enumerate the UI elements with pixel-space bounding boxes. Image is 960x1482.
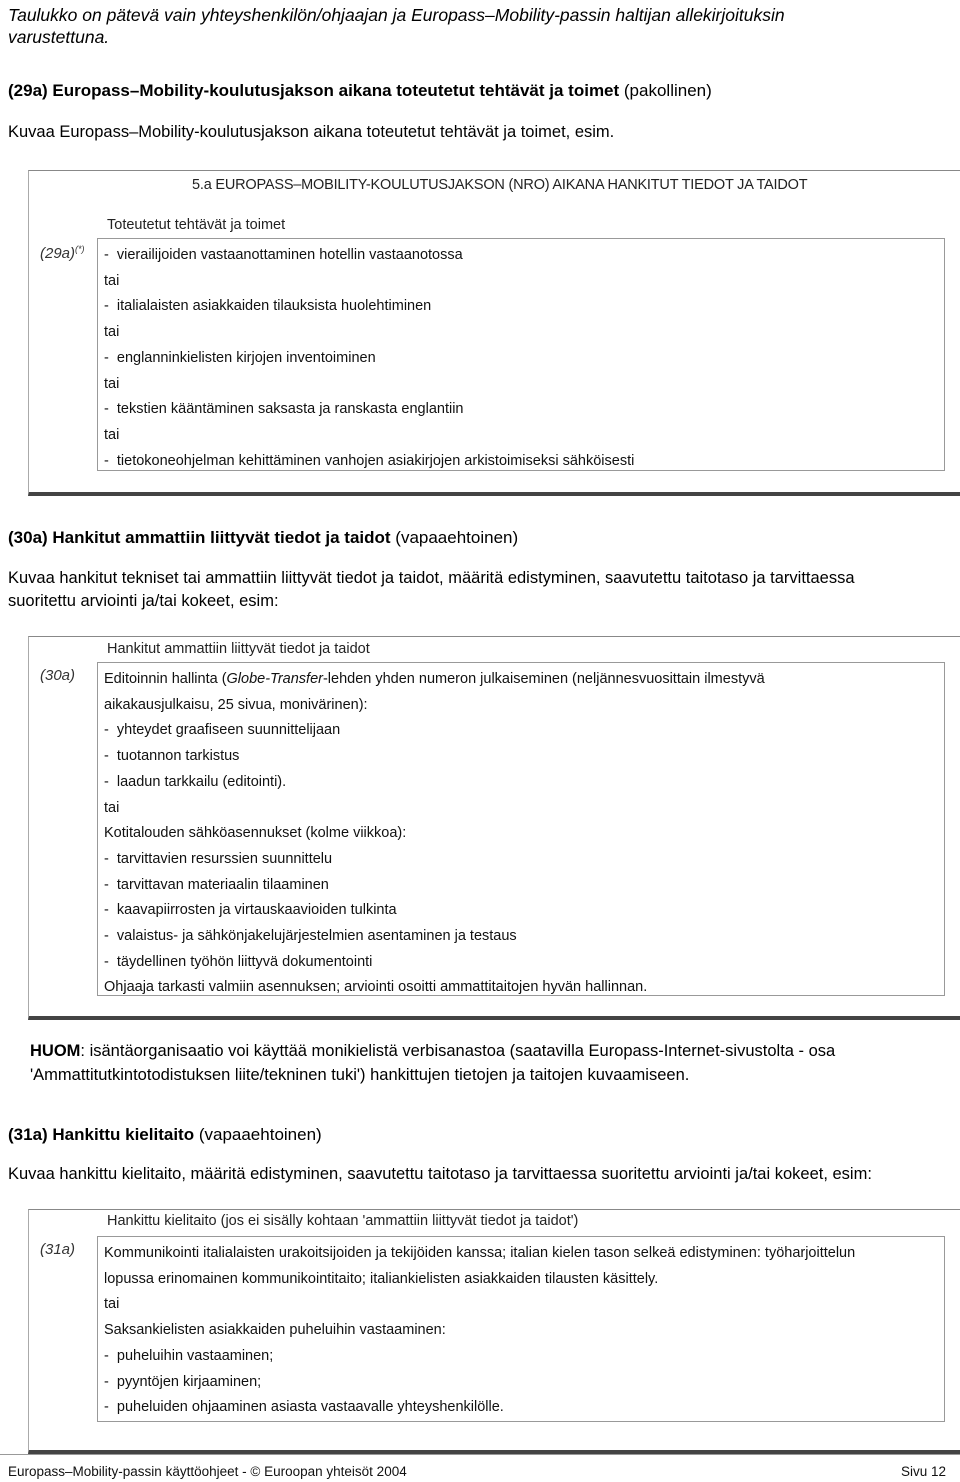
- bullet-item: - tietokoneohjelman kehittäminen vanhojen asiakirjojen arkistoimiseksi sähköisesti: [104, 449, 938, 475]
- section-29a-box-header: 5.a EUROPASS–MOBILITY-KOULUTUSJAKSON (NRO) AIKANA HANKITUT TIEDOT JA TAIDOT: [192, 177, 808, 193]
- bullet-item: - italialaisten asiakkaiden tilauksista huolehtiminen: [104, 294, 938, 320]
- section-30a-line-first-italic: Globe-Transfer: [226, 671, 323, 687]
- text-line: tai: [104, 375, 120, 392]
- section-29a-tag-sup: (*): [75, 244, 85, 254]
- intro-line-1: Taulukko on pätevä vain yhteyshenkilön/ohjaajan ja Europass–Mobility-passin haltijan allekirjoituksin: [8, 5, 785, 25]
- text-line: tai: [104, 324, 120, 341]
- section-29a-field[interactable]: [97, 238, 945, 471]
- intro-line-2: varustettuna.: [8, 27, 110, 47]
- text-line: Saksankielisten asiakkaiden puheluihin vastaaminen:: [104, 1322, 446, 1339]
- bullet-item: - tekstien kääntäminen saksasta ja ranskasta englantiin: [104, 397, 938, 423]
- section-30a-line-first: [104, 667, 938, 693]
- section-30a-heading-bold: (30a) Hankitut ammattiin liittyvät tiedot ja taidot: [8, 528, 391, 547]
- huom-note-line-2: 'Ammattitutkintotodistuksen liite/tekninen tuki') hankittujen tietojen ja taitojen kuvaamiseen.: [30, 1066, 690, 1084]
- section-30a-heading: [8, 527, 518, 549]
- section-29a-heading-rest: (pakollinen): [619, 81, 712, 100]
- bullet-item: - vierailijoiden vastaanottaminen hotellin vastaanotossa: [104, 243, 938, 269]
- section-30a-description-line-1: Kuvaa hankitut tekniset tai ammattiin liittyvät tiedot ja taidot, määritä edistyminen, saavutettu taitotaso ja tarvittaessa: [8, 569, 855, 587]
- text-line: lopussa erinomainen kommunikointitaito; italiankielisten asiakkaiden tilausten käsittely.: [104, 1270, 659, 1287]
- bullet-item: - kaavapiirrosten ja virtauskaavioiden tulkinta: [104, 898, 938, 924]
- bullet-item: - laadun tarkkailu (editointi).: [104, 770, 938, 796]
- text-line: Kommunikointi italialaisten urakoitsijoiden ja tekijöiden kanssa; italian kielen tason selkeä edistyminen: työharjoittelun: [104, 1245, 856, 1261]
- huom-label: HUOM: [30, 1042, 81, 1060]
- footer-title: Europass–Mobility-passin käyttöohjeet -: [8, 1464, 247, 1479]
- section-29a-inner-title: Toteutetut tehtävät ja toimet: [107, 217, 286, 233]
- section-31a-heading-rest: (vapaaehtoinen): [194, 1125, 322, 1144]
- section-29a-tag-label: (29a): [40, 245, 76, 262]
- section-30a-heading-rest: (vapaaehtoinen): [390, 528, 519, 547]
- section-29a-heading: [8, 80, 712, 102]
- bullet-item: - pyyntöjen kirjaaminen;: [104, 1370, 938, 1396]
- text-line: tai: [104, 1296, 120, 1313]
- text-line: tai: [104, 272, 120, 289]
- text-line: Kotitalouden sähköasennukset (kolme viikkoa):: [104, 825, 407, 842]
- section-31a-field[interactable]: [97, 1236, 945, 1422]
- bullet-item: - tarvittavien resurssien suunnittelu: [104, 847, 938, 873]
- section-31a-lines: [104, 1241, 938, 1421]
- bullet-item: - puheluihin vastaaminen;: [104, 1344, 938, 1370]
- section-30a-lines: [104, 693, 938, 1001]
- bullet-item: - täydellinen työhön liittyvä dokumentointi: [104, 950, 938, 976]
- footer-page-number: Sivu 12: [900, 1464, 946, 1479]
- bullet-item: - tarvittavan materiaalin tilaaminen: [104, 873, 938, 899]
- section-30a-tag: (30a): [40, 667, 76, 684]
- section-29a-description: Kuvaa Europass–Mobility-koulutusjakson aikana toteutetut tehtävät ja toimet, esim.: [8, 123, 615, 141]
- section-31a-description: Kuvaa hankittu kielitaito, määritä edistyminen, saavutettu taitotaso ja tarvittaessa suoritettu arviointi ja/tai kokeet, esim:: [8, 1165, 872, 1183]
- footer-left: [8, 1464, 407, 1479]
- huom-note-line-1: [30, 1039, 950, 1063]
- section-30a-description: [8, 567, 855, 613]
- section-31a-tag: (31a): [40, 1241, 76, 1258]
- section-29a-heading-bold: (29a) Europass–Mobility-koulutusjakson aikana toteutetut tehtävät ja toimet: [8, 81, 620, 100]
- bullet-item: - yhteydet graafiseen suunnittelijaan: [104, 718, 938, 744]
- bullet-item: - valaistus- ja sähkönjakelujärjestelmien asentaminen ja testaus: [104, 924, 938, 950]
- bullet-item: - puheluiden ohjaaminen asiasta vastaavalle yhteyshenkilölle.: [104, 1395, 938, 1421]
- section-30a-inner-title: Hankitut ammattiin liittyvät tiedot ja taidot: [107, 641, 370, 657]
- footer-rule: [0, 1454, 960, 1455]
- huom-text-1: : isäntäorganisaatio voi käyttää monikielistä verbisanastoa (saatavilla Europass-Internet-sivustolta - osa: [80, 1042, 836, 1060]
- copyright-icon: ©: [250, 1464, 261, 1479]
- text-line: Ohjaaja tarkasti valmiin asennuksen; arviointi osoitti ammattitaitojen hyvän hallinnan.: [104, 979, 648, 996]
- footer-org: Euroopan yhteisöt 2004: [264, 1464, 407, 1479]
- bullet-item: - tuotannon tarkistus: [104, 744, 938, 770]
- section-29a-lines: [104, 243, 938, 474]
- section-30a-line-first-pre: Editoinnin hallinta (: [104, 671, 227, 687]
- bullet-item: - englanninkielisten kirjojen inventoiminen: [104, 346, 938, 372]
- huom-note: [30, 1039, 950, 1087]
- section-31a-heading-bold: (31a) Hankittu kielitaito: [8, 1125, 195, 1144]
- section-31a-heading: [8, 1124, 322, 1146]
- section-31a-inner-title: Hankittu kielitaito (jos ei sisälly kohtaan 'ammattiin liittyvät tiedot ja taidot'): [107, 1213, 579, 1229]
- section-30a-field[interactable]: [97, 662, 945, 996]
- section-30a-line-first-post: -lehden yhden numeron julkaiseminen (neljännesvuosittain ilmestyvä: [322, 671, 765, 687]
- text-line: tai: [104, 426, 120, 443]
- text-line: aikakausjulkaisu, 25 sivua, monivärinen):: [104, 696, 368, 713]
- section-29a-tag: [40, 244, 85, 262]
- section-30a-description-line-2: suoritettu arviointi ja/tai kokeet, esim:: [8, 592, 279, 610]
- intro-note: [8, 4, 958, 48]
- text-line: tai: [104, 799, 120, 816]
